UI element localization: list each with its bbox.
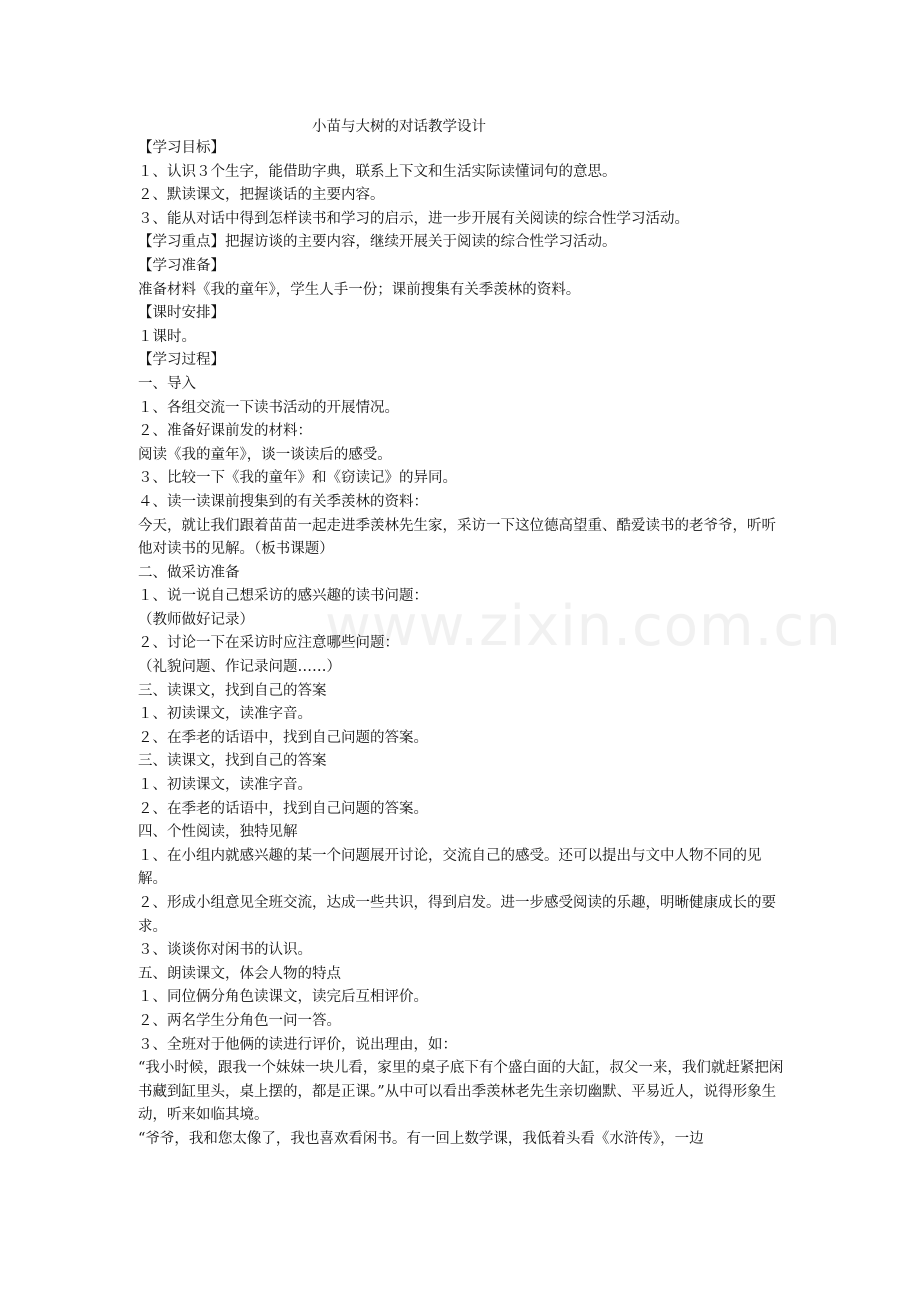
document-body bbox=[138, 137, 788, 1152]
document-title: 小苗与大树的对话教学设计 bbox=[312, 119, 486, 135]
paragraph-line: １、说一说自己想采访的感兴趣的读书问题： bbox=[138, 588, 428, 605]
step-heading: 一、导入 bbox=[138, 375, 196, 392]
paragraph-line: ２、在季老的话语中，找到自己问题的答案。 bbox=[138, 729, 428, 746]
section-heading: 【课时安排】 bbox=[138, 305, 225, 322]
step-heading: 二、做采访准备 bbox=[138, 564, 240, 581]
paragraph-line: 阅读《我的童年》，谈一谈读后的感受。 bbox=[138, 446, 392, 463]
paragraph-line: ４、读一读课前搜集到的有关季羡林的资料： bbox=[138, 493, 428, 510]
paragraph-line: ３、能从对话中得到怎样读书和学习的启示，进一步开展有关阅读的综合性学习活动。 bbox=[138, 210, 689, 227]
section-heading: 【学习重点】把握访谈的主要内容，继续开展关于阅读的综合性学习活动。 bbox=[138, 234, 617, 251]
paragraph-line: ３、全班对于他俩的读进行评价，说出理由，如： bbox=[138, 1036, 457, 1053]
quote-paragraph: “我小时候，跟我一个妹妹一块儿看，家里的桌子底下有个盛白面的大缸，叔父一来，我们就赶紧把闲书藏到缸里头，桌上摆的，都是正课。”从中可以看出季羡林老先生亲切幽默、平易近人，说得形象生动，听来如临其境。 bbox=[138, 1060, 784, 1124]
step-heading: 四、个性阅读，独特见解 bbox=[138, 824, 298, 841]
paragraph-line: 准备材料《我的童年》，学生人手一份；课前搜集有关季羡林的资料。 bbox=[138, 281, 581, 298]
paragraph-line: １、同位俩分角色读课文，读完后互相评价。 bbox=[138, 989, 428, 1006]
section-heading: 【学习准备】 bbox=[138, 257, 225, 274]
section-heading: 【学习过程】 bbox=[138, 352, 225, 369]
quote-paragraph: “爷爷，我和您太像了，我也喜欢看闲书。有一回上数学课，我低着头看《水浒传》，一边 bbox=[138, 1130, 704, 1147]
paragraph-line: １、认识３个生字，能借助字典，联系上下文和生活实际读懂词句的意思。 bbox=[138, 163, 617, 180]
paragraph-line: ２、准备好课前发的材料： bbox=[138, 423, 312, 440]
paragraph-line: （礼貌问题、作记录问题……） bbox=[138, 659, 341, 676]
paragraph-line: ２、两名学生分角色一问一答。 bbox=[138, 1012, 341, 1029]
paragraph-line: １课时。 bbox=[138, 328, 196, 345]
paragraph-line: １、初读课文，读准字音。 bbox=[138, 706, 312, 723]
paragraph-line: ２、讨论一下在采访时应注意哪些问题： bbox=[138, 635, 399, 652]
step-heading: 五、朗读课文，体会人物的特点 bbox=[138, 965, 341, 982]
paragraph-line: １、在小组内就感兴趣的某一个问题展开讨论，交流自己的感受。还可以提出与文中人物不同的见解。 bbox=[138, 847, 762, 888]
paragraph-line: １、初读课文，读准字音。 bbox=[138, 777, 312, 794]
paragraph-line: （教师做好记录） bbox=[138, 611, 254, 628]
paragraph-line: １、各组交流一下读书活动的开展情况。 bbox=[138, 399, 399, 416]
paragraph-line: ２、默读课文，把握谈话的主要内容。 bbox=[138, 187, 385, 204]
paragraph-line: ２、在季老的话语中，找到自己问题的答案。 bbox=[138, 800, 428, 817]
step-heading: 三、读课文，找到自己的答案 bbox=[138, 682, 327, 699]
step-heading: 三、读课文，找到自己的答案 bbox=[138, 753, 327, 770]
paragraph-line: ２、形成小组意见全班交流，达成一些共识，得到启发。进一步感受阅读的乐趣，明晰健康成长的要求。 bbox=[138, 895, 776, 935]
watermark: www.zixin.com.cn bbox=[325, 594, 842, 659]
paragraph-line: ３、谈谈你对闲书的认识。 bbox=[138, 942, 312, 959]
paragraph-line: ３、比较一下《我的童年》和《窃读记》的异同。 bbox=[138, 470, 457, 487]
paragraph-line: 今天，就让我们跟着苗苗一起走进季羡林先生家，采访一下这位德高望重、酷爱读书的老爷爷，听听他对读书的见解。（板书课题） bbox=[138, 517, 776, 558]
section-heading: 【学习目标】 bbox=[138, 140, 225, 156]
